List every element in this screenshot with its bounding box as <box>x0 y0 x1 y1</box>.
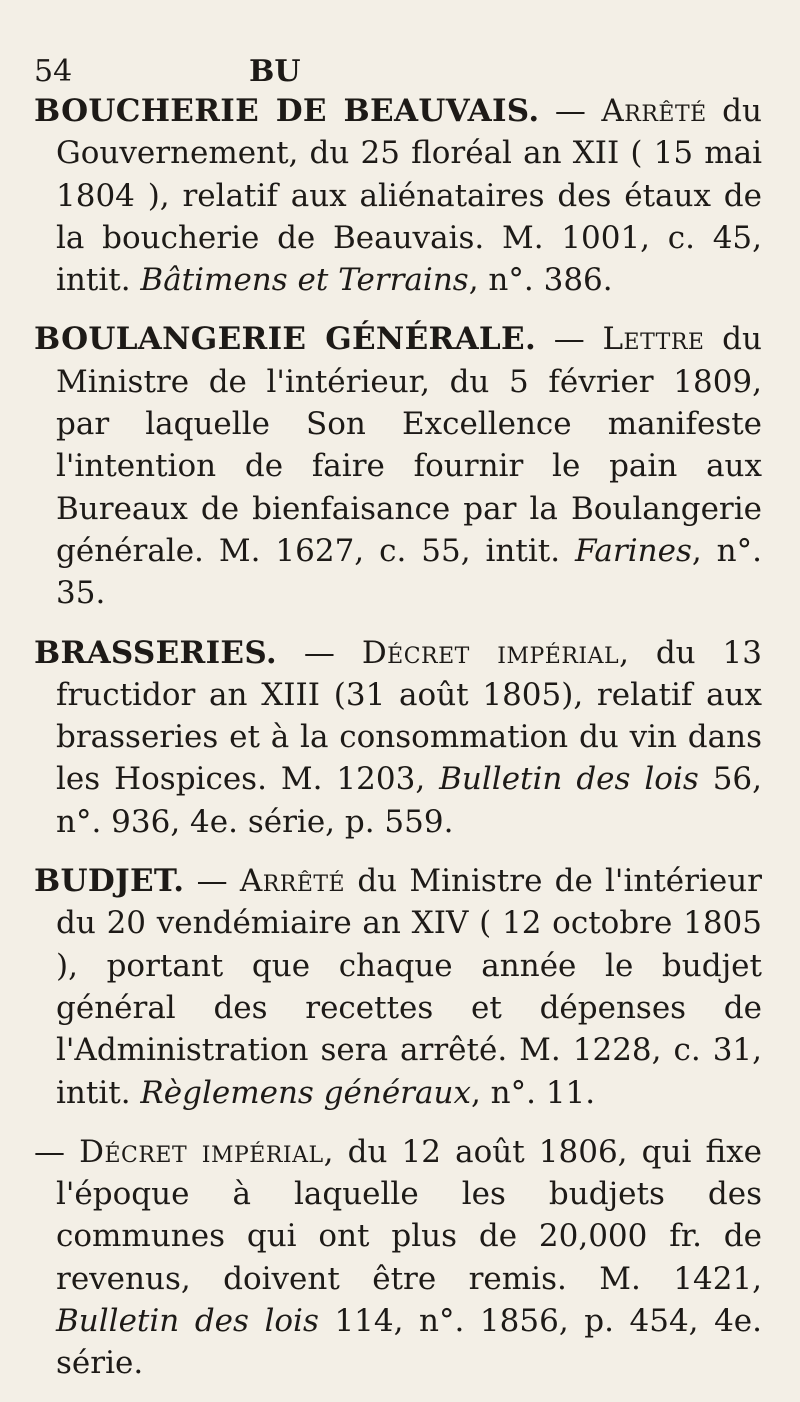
page-number: 54 <box>34 54 73 89</box>
entry-brasseries <box>34 632 762 843</box>
entry-text: , du 12 août 1806, qui fixe l'époque à laquelle les budjets des communes qui ont plus de 20,000 fr. de revenus, doivent être remis. M. 1421, <box>56 1133 762 1297</box>
entry-boulangerie <box>34 318 762 614</box>
entry-reference: Farines <box>575 532 692 569</box>
entry-reference: Règlemens généraux <box>140 1074 471 1111</box>
entry-text: , du 13 fructidor an XIII (31 août 1805), relatif aux brasseries et à la consommation du vin dans les Hospices. M. 1203, <box>56 634 762 798</box>
entry-tail: , n°. 11. <box>470 1074 596 1111</box>
entry-kind: Lettre <box>602 321 705 358</box>
entry-tail: 56, n°. 936, 4e. série, p. 559. <box>56 761 763 840</box>
entry-text: du Ministre de l'intérieur du 20 vendémiaire an XIV ( 12 octobre 1805 ), portant que chaque année le budjet général des recettes et dépenses de l'Administration sera arrêté. M. 1228, c. 31, intit. <box>56 863 762 1111</box>
page-body <box>34 90 762 1402</box>
entry-dash: — <box>536 321 603 358</box>
entry-dash: — <box>184 863 240 900</box>
entry-headword: BOUCHERIE DE BEAUVAIS. <box>34 93 540 129</box>
entry-kind: Arrêté <box>239 863 346 900</box>
entry-headword: BOULANGERIE GÉNÉRALE. <box>34 321 537 358</box>
entry-kind: Décret impérial <box>79 1133 324 1170</box>
entry-budjet <box>34 860 762 1114</box>
entry-text: du Ministre de l'intérieur, du 5 février 1809, par laquelle Son Excellence manifeste l'intention de faire fournir le pain aux Bureaux de bienfaisance par la Boulangerie générale. M. 1627, c. 55, intit. <box>56 321 762 569</box>
entry-boucherie <box>34 90 762 301</box>
entry-tail: 114, n°. 1856, p. 454, 4e. série. <box>56 1303 763 1382</box>
entry-budjet-decret <box>34 1131 762 1385</box>
entry-dash: — <box>277 634 362 671</box>
entry-text: du Gouvernement, du 25 floréal an XII ( 15 mai 1804 ), relatif aux aliénataires des étaux de la boucherie de Beauvais. M. 1001, c. 45, intit. <box>56 93 762 299</box>
running-head: BU <box>249 54 301 89</box>
entry-reference: Bulletin des lois <box>439 761 699 798</box>
page-header <box>34 54 754 94</box>
entry-reference: Bâtimens et Terrains <box>140 262 469 299</box>
entry-kind: Décret impérial <box>361 634 620 671</box>
entry-reference: Bulletin des lois <box>56 1303 319 1340</box>
entry-headword: BUDJET. <box>34 863 185 900</box>
entry-headword: BRASSERIES. <box>34 634 278 671</box>
entry-tail: , n°. 386. <box>468 262 613 299</box>
entry-dash: — <box>539 93 602 129</box>
entry-tail: , n°. 35. <box>56 532 762 612</box>
entry-kind: Arrêté <box>601 93 707 129</box>
entry-dash: — <box>34 1133 80 1170</box>
